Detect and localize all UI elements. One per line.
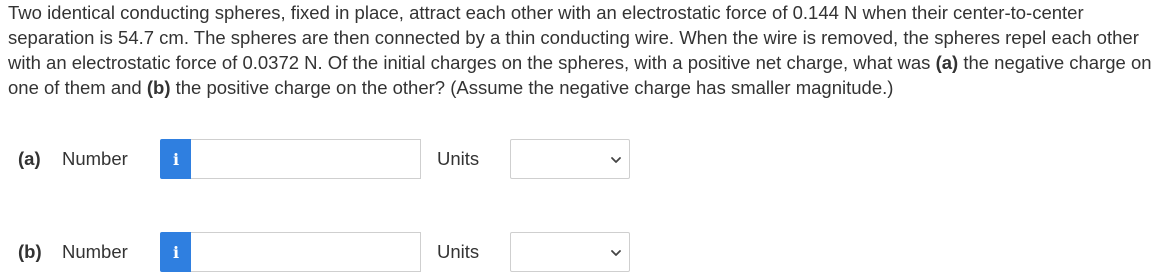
number-input-a[interactable] (191, 139, 421, 179)
question-text (8, 0, 1168, 100)
number-input-b[interactable] (191, 232, 421, 272)
part-label-a: (a) (18, 148, 41, 169)
answer-row-a (0, 139, 1172, 181)
answer-row-b (0, 232, 1172, 274)
question-bold-b: (b) (146, 77, 171, 98)
chevron-down-icon (610, 154, 622, 166)
units-select-a[interactable] (510, 139, 630, 179)
info-icon[interactable] (160, 232, 192, 272)
units-label-a: Units (437, 148, 480, 169)
question-bold-a: (a) (935, 52, 959, 73)
chevron-down-icon (610, 247, 622, 259)
info-icon[interactable] (160, 139, 192, 179)
units-select-b[interactable] (510, 232, 630, 272)
question-part-3: the positive charge on the other? (Assume the negative charge has smaller magnitude.) (170, 77, 894, 98)
number-label-a: Number (62, 148, 128, 169)
question-part-1: Two identical conducting spheres, fixed in place, attract each other with an electrostatic force of 0.144 N when their center-to-center separation is 54.7 cm. The spheres are then connected by a thin conducting wire. When the wire is removed, the spheres repel each other with an electrostatic force of 0.0372 N. Of the initial charges on the spheres, with a positive net charge, what was (8, 2, 1139, 73)
units-label-b: Units (437, 241, 480, 262)
question-part-2: the negative charge on one of them and (8, 52, 1152, 98)
number-label-b: Number (62, 241, 128, 262)
info-icon-glyph: i (172, 242, 180, 262)
part-label-b: (b) (18, 241, 42, 262)
info-icon-glyph: i (172, 149, 180, 169)
